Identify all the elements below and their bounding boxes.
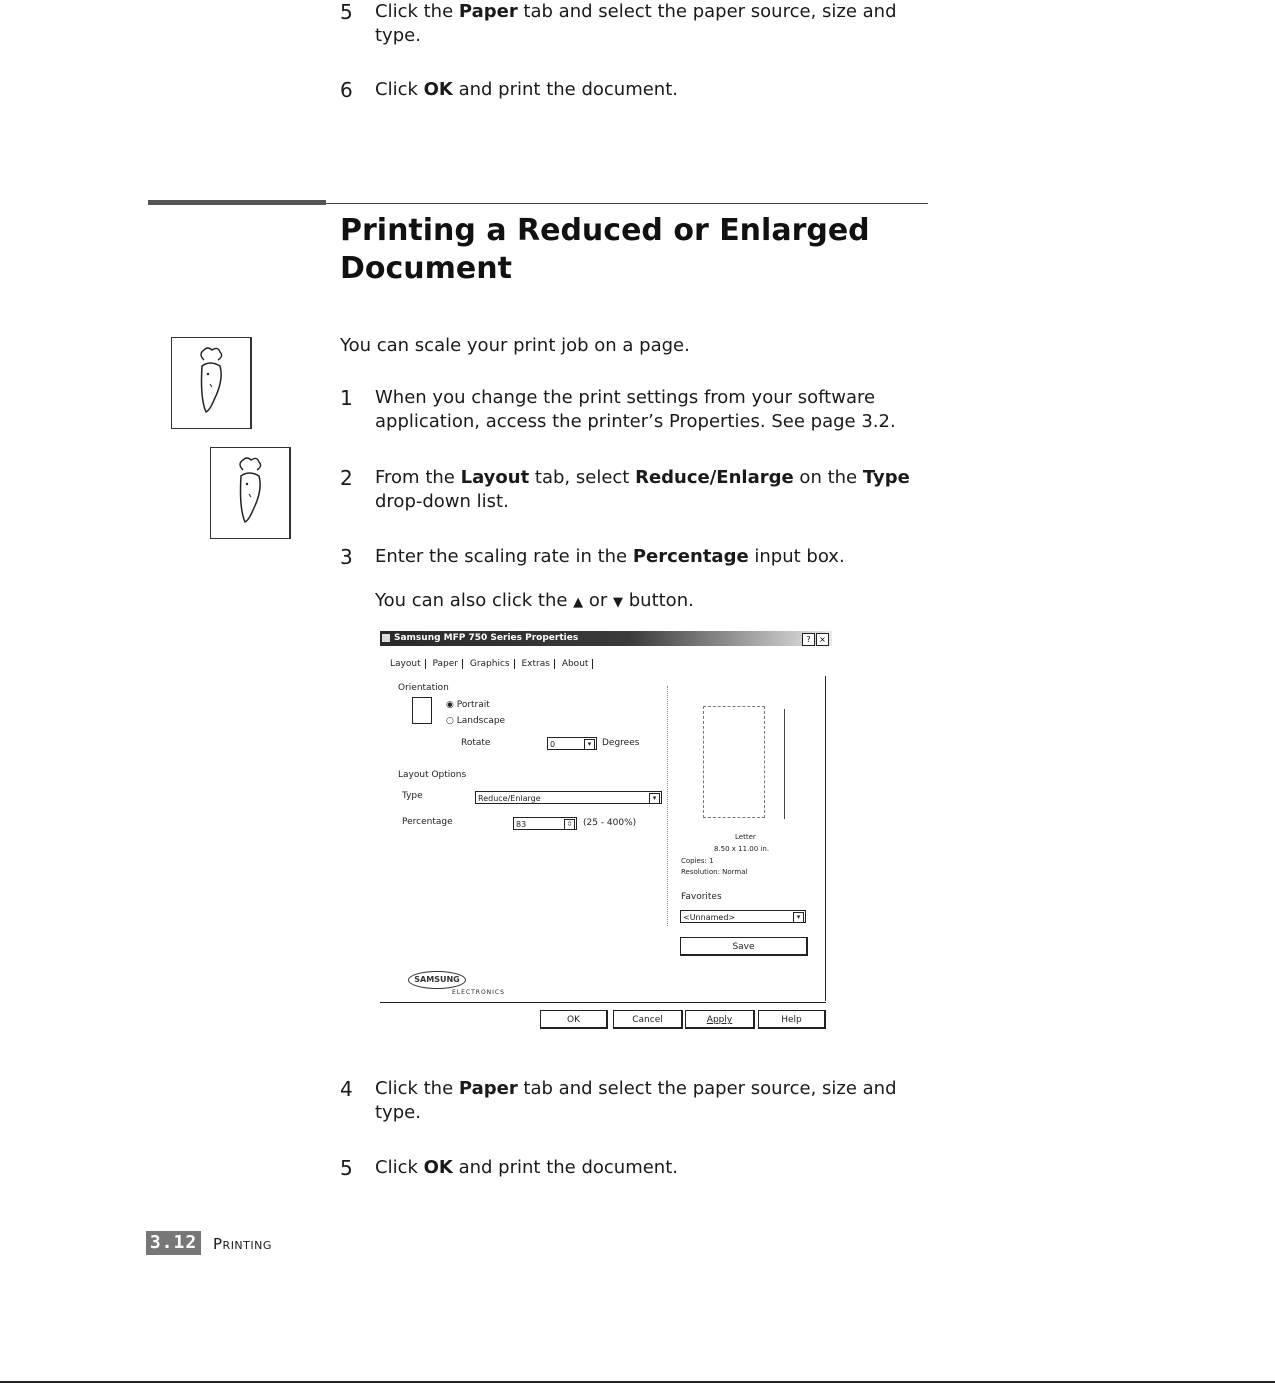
save-button[interactable]: Save	[680, 937, 808, 956]
type-value: Reduce/Enlarge	[478, 794, 541, 803]
cancel-button[interactable]: Cancel	[613, 1010, 683, 1029]
samsung-logo-sub: ELECTRONICS	[452, 989, 505, 996]
ok-button[interactable]: OK	[540, 1010, 608, 1029]
tab-graphics[interactable]: Graphics	[469, 659, 510, 669]
percentage-input[interactable]	[513, 817, 577, 830]
footer-divider	[380, 1002, 826, 1003]
chevron-down-icon[interactable]: ▾	[649, 793, 660, 804]
portrait-radio[interactable]: ◉ Portrait	[446, 700, 490, 710]
page-number-badge: 3.12	[146, 1231, 201, 1255]
chevron-down-icon[interactable]: ▾	[793, 912, 804, 923]
landscape-radio[interactable]: ○ Landscape	[446, 716, 506, 726]
step-number: 5	[340, 1156, 353, 1180]
rotate-select[interactable]	[547, 737, 597, 750]
section-intro: You can scale your print job on a page.	[340, 335, 690, 356]
note-icon-box	[171, 337, 252, 429]
step-number: 6	[340, 78, 353, 102]
layout-options-label: Layout Options	[398, 770, 467, 780]
step-number: 5	[340, 0, 353, 24]
percentage-label: Percentage	[402, 817, 453, 827]
pane-right-border	[825, 676, 826, 1001]
carrot-icon	[229, 456, 269, 528]
favorites-label: Favorites	[681, 892, 722, 902]
tab-extras[interactable]: Extras	[521, 659, 550, 669]
pane-divider	[667, 686, 669, 926]
favorites-value: <Unnamed>	[683, 913, 736, 922]
copies-info: Copies: 1	[681, 857, 714, 865]
section-heading: Printing a Reduced or Enlarged Document	[340, 213, 870, 286]
preview-edge	[784, 709, 785, 819]
help-button[interactable]: Help	[758, 1010, 826, 1029]
apply-button[interactable]: Apply	[685, 1010, 755, 1029]
percentage-value: 83	[516, 820, 527, 829]
step-text: Click the Paper tab and select the paper source, size and type.	[375, 1078, 897, 1123]
arrow-down-icon: ▼	[613, 595, 624, 610]
samsung-logo: SAMSUNG	[408, 971, 466, 989]
step-number: 1	[340, 386, 353, 410]
step-text: When you change the print settings from your software application, access the printer’s Properties. See page 3.2.	[375, 387, 896, 432]
dialog-titlebar	[380, 631, 832, 646]
dialog-tabs	[390, 659, 597, 669]
step-number: 4	[340, 1077, 353, 1101]
section-rule-thick	[148, 200, 326, 205]
orientation-label: Orientation	[398, 683, 449, 693]
landscape-label: Landscape	[456, 716, 506, 726]
carrot-icon	[190, 346, 230, 418]
rotate-label: Rotate	[461, 738, 491, 748]
type-select[interactable]	[475, 791, 662, 804]
section-rule-thin	[326, 203, 928, 204]
step-number: 3	[340, 545, 353, 569]
degrees-label: Degrees	[602, 738, 640, 748]
portrait-page-icon	[412, 697, 432, 724]
step-text: From the Layout tab, select Reduce/Enlarge on the Type drop-down list.	[375, 467, 910, 512]
paper-preview	[703, 706, 765, 818]
step-text: Click OK and print the document.	[375, 79, 678, 100]
step-text: Click OK and print the document.	[375, 1157, 678, 1178]
percentage-range: (25 - 400%)	[583, 818, 637, 828]
help-title-button[interactable]: ?	[802, 633, 815, 646]
rotate-value: 0	[550, 740, 556, 749]
tab-paper[interactable]: Paper	[432, 659, 458, 669]
favorites-select[interactable]	[680, 910, 806, 923]
step-number: 2	[340, 466, 353, 490]
properties-dialog	[380, 631, 835, 1037]
step-text: Click the Paper tab and select the paper source, size and type.	[375, 1, 897, 46]
dialog-title: Samsung MFP 750 Series Properties	[394, 633, 579, 643]
close-title-button[interactable]: ×	[816, 633, 829, 646]
chevron-down-icon[interactable]: ▾	[584, 739, 595, 750]
chapter-label: Printing	[213, 1235, 272, 1253]
printer-icon	[382, 634, 390, 642]
paper-name: Letter	[735, 833, 756, 841]
step-text: Enter the scaling rate in the Percentage input box.	[375, 546, 845, 567]
note-icon-box-2	[210, 447, 291, 539]
arrow-up-icon: ▲	[573, 595, 584, 610]
portrait-label: Portrait	[456, 700, 490, 710]
spinner-icon[interactable]: ⇳	[564, 819, 575, 830]
type-label: Type	[402, 791, 423, 801]
tab-about[interactable]: About	[561, 659, 589, 669]
tab-layout[interactable]: Layout	[390, 659, 421, 669]
step-3-subtext: You can also click the ▲ or ▼ button.	[375, 590, 694, 611]
resolution-info: Resolution: Normal	[681, 868, 748, 876]
paper-size: 8.50 x 11.00 in.	[714, 845, 770, 853]
